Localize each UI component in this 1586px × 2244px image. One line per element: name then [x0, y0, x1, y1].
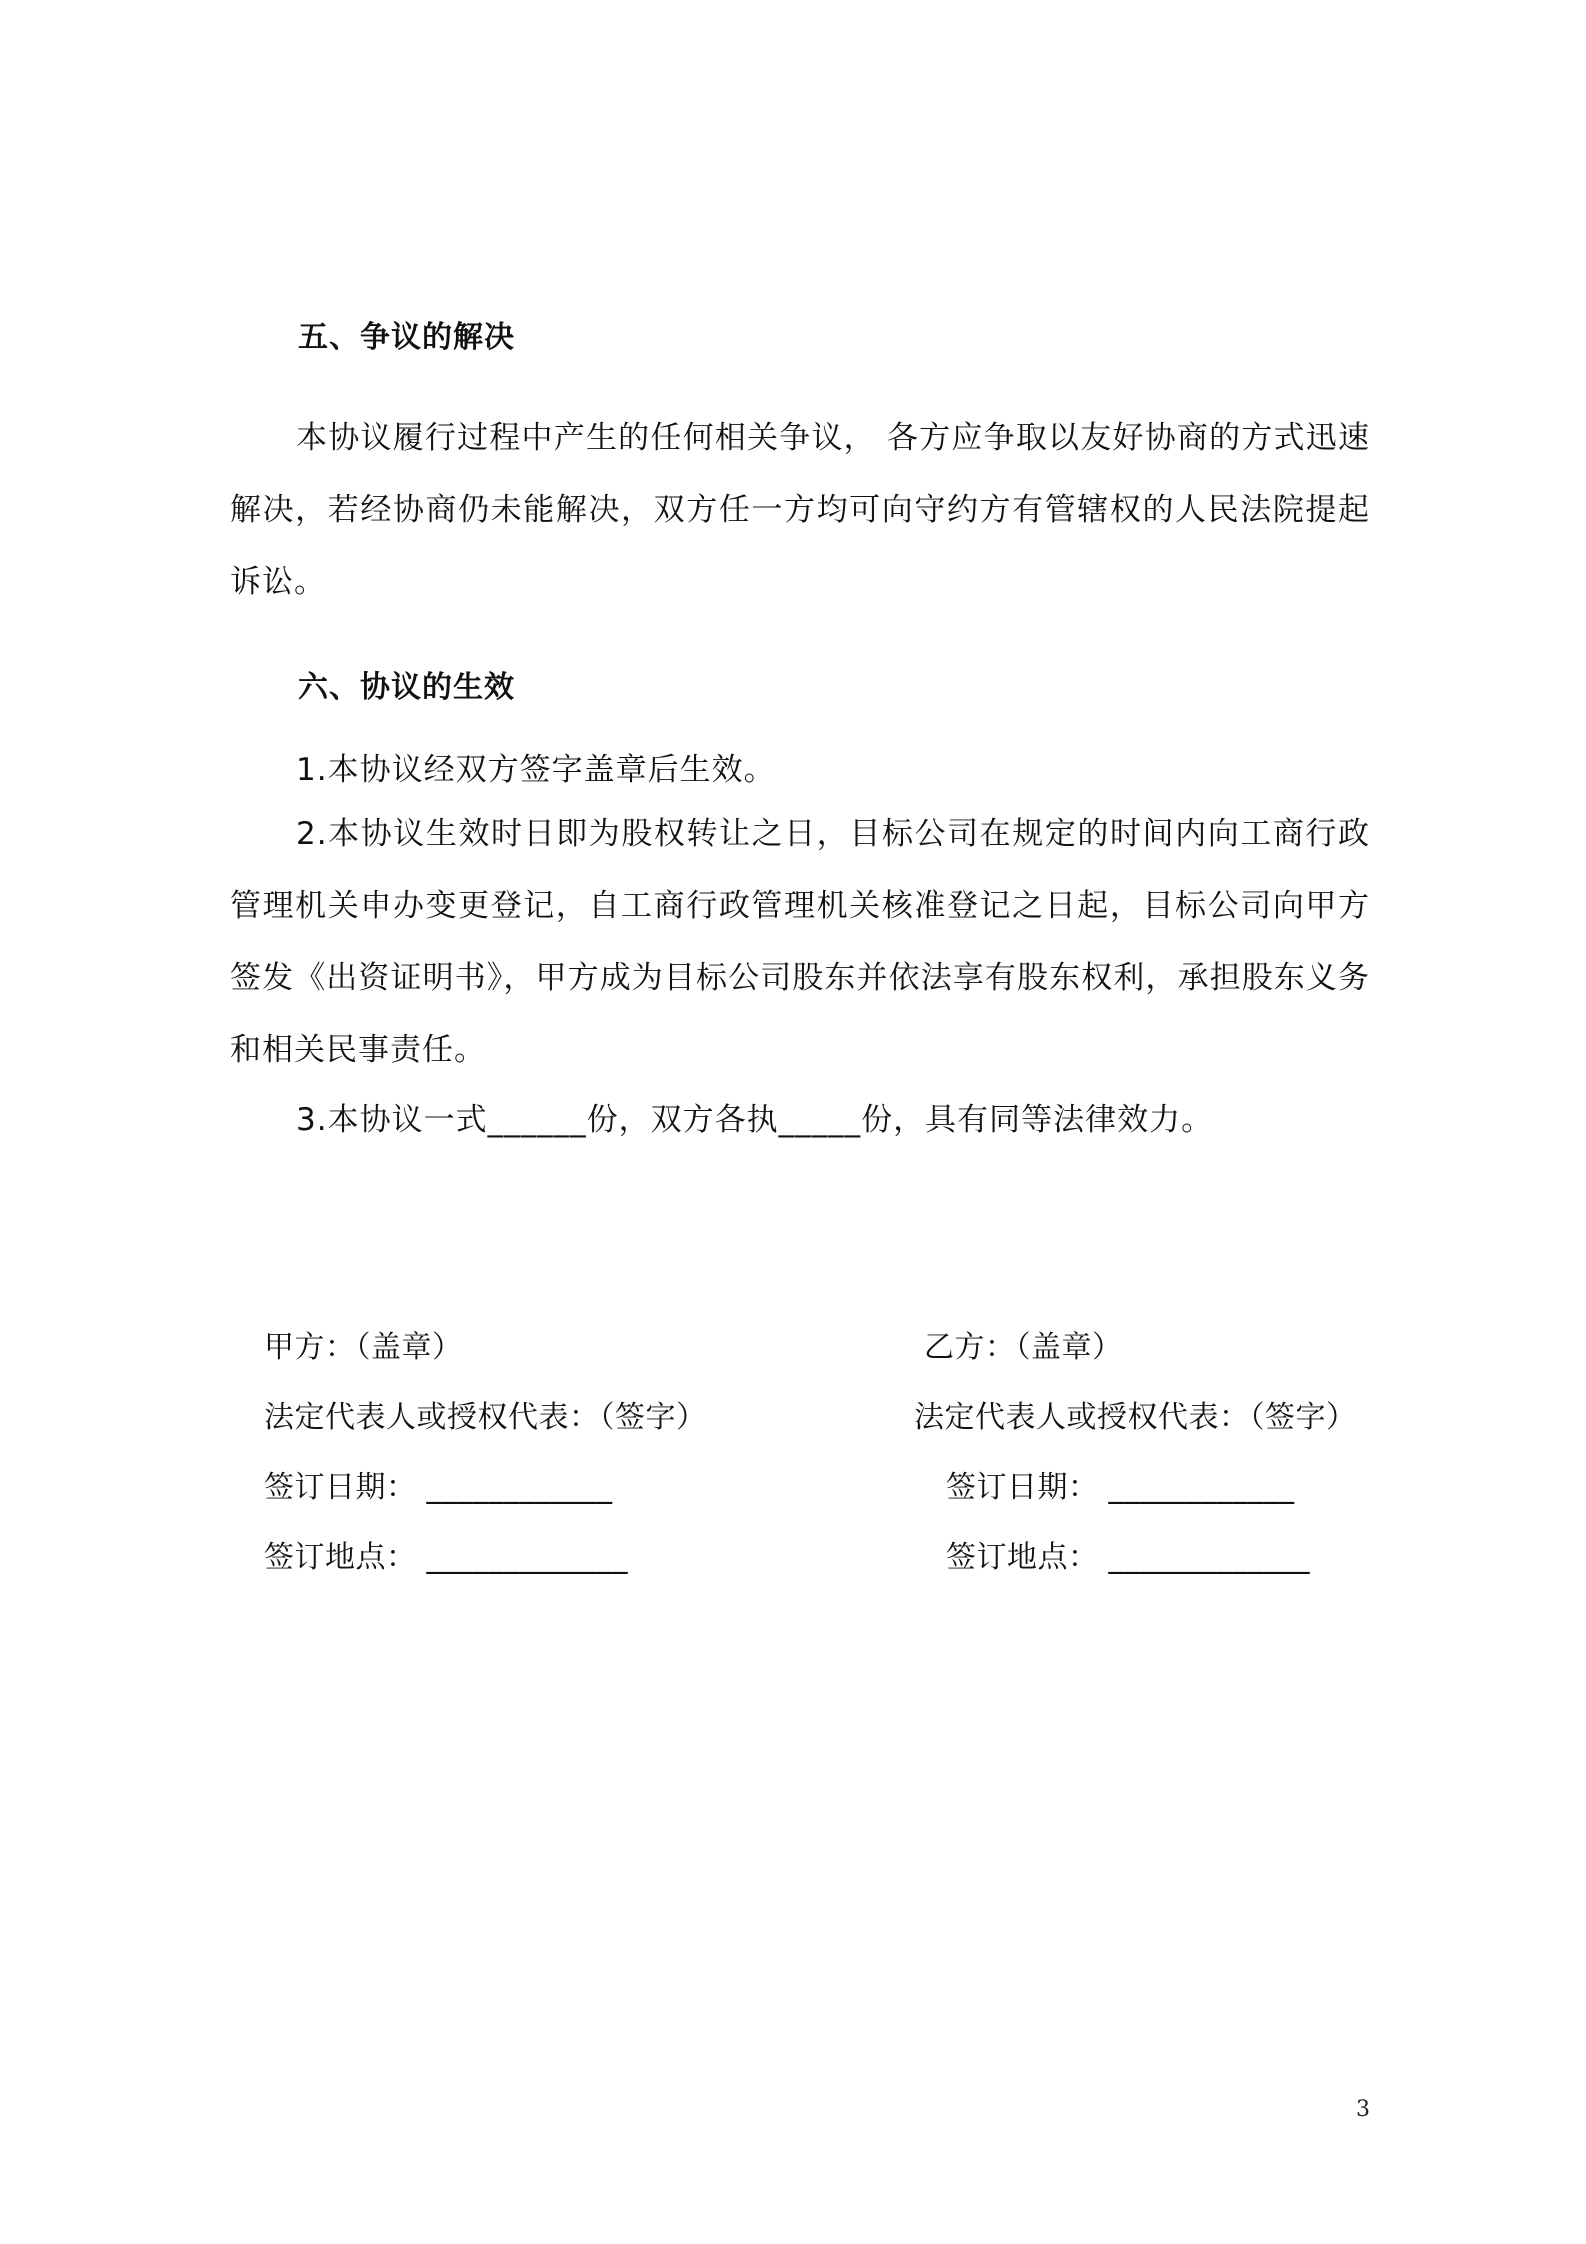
effect-item-1: 1.本协议经双方签字盖章后生效。: [296, 752, 776, 788]
party-b-sign-place: 签订地点： _____________: [946, 1540, 1311, 1575]
party-b-label: 乙方：（盖章）: [924, 1330, 1123, 1365]
dispute-paragraph: [230, 402, 1370, 618]
party-b-representative: 法定代表人或授权代表：（签字）: [914, 1400, 1357, 1435]
effect-item-2: 2.本协议生效时日即为股权转让之日，目标公司在规定的时间内向工商行政管理机关申办变更登记，自工商行政管理机关核准登记之日起，目标公司向甲方签发《出资证明书》，甲方成为目标公司股东并依法享有股东权利，承担股东义务和相关民事责任。: [230, 816, 1370, 1068]
dispute-body: 本协议履行过程中产生的任何相关争议， 各方应争取以友好协商的方式迅速解决，若经协商仍未能解决，双方任一方均可向守约方有管辖权的人民法院提起诉讼。: [230, 420, 1370, 600]
party-b-sign-date: 签订日期： ____________: [946, 1470, 1295, 1505]
effect-item-2-paragraph: [230, 798, 1370, 1086]
party-a-sign-place: 签订地点： _____________: [264, 1540, 629, 1575]
effect-item-3: 3.本协议一式______份，双方各执_____份，具有同等法律效力。: [296, 1102, 1214, 1138]
party-a-label: 甲方：（盖章）: [264, 1330, 463, 1365]
page-number: 3: [1356, 2097, 1370, 2122]
section-heading-dispute: 五、争议的解决: [298, 320, 515, 355]
party-a-sign-date: 签订日期： ____________: [264, 1470, 613, 1505]
party-a-representative: 法定代表人或授权代表：（签字）: [264, 1400, 707, 1435]
section-heading-effect: 六、协议的生效: [298, 670, 515, 705]
